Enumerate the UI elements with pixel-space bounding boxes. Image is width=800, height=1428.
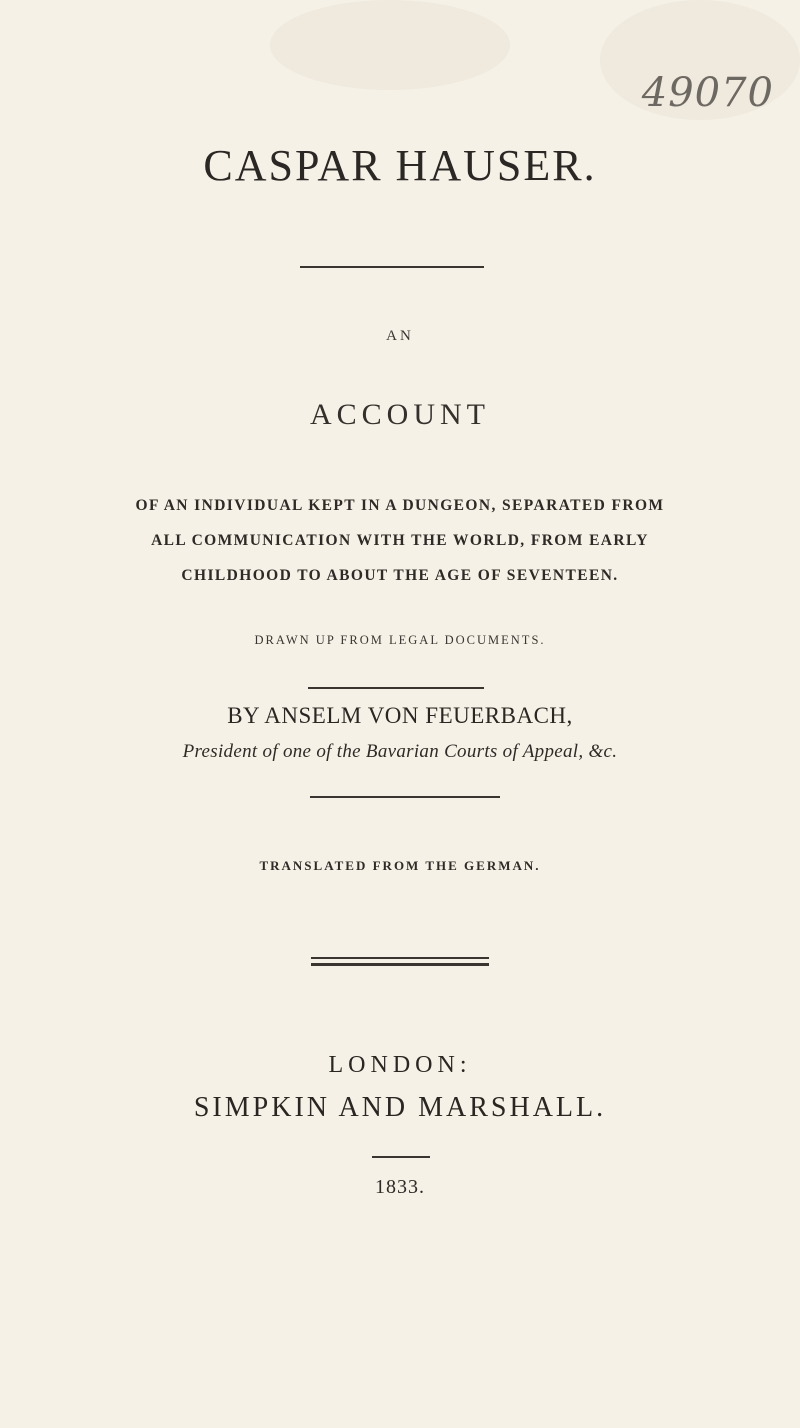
- paper-stain: [270, 0, 510, 90]
- double-rule-top: [311, 957, 489, 959]
- subtitle-line: CHILDHOOD TO ABOUT THE AGE OF SEVENTEEN.: [181, 567, 619, 584]
- author-rule: [308, 687, 484, 689]
- subtitle-line: OF AN INDIVIDUAL KEPT IN A DUNGEON, SEPARATED FROM: [135, 497, 665, 514]
- title-rule: [300, 266, 484, 268]
- double-rule-bottom: [311, 963, 489, 966]
- drawn-up-note: DRAWN UP FROM LEGAL DOCUMENTS.: [254, 633, 546, 647]
- book-title: CASPAR HAUSER.: [203, 141, 597, 190]
- an-label: AN: [386, 328, 414, 344]
- author-name: BY ANSELM VON FEUERBACH,: [227, 703, 573, 728]
- account-heading: ACCOUNT: [309, 398, 490, 431]
- imprint-city: LONDON:: [328, 1052, 472, 1078]
- shelfmark: 49070: [641, 70, 774, 116]
- translation-note: TRANSLATED FROM THE GERMAN.: [259, 858, 541, 873]
- author-office: President of one of the Bavarian Courts of Appeal, &c.: [182, 741, 618, 762]
- subtitle-line: ALL COMMUNICATION WITH THE WORLD, FROM EARLY: [151, 532, 649, 549]
- imprint-publisher: SIMPKIN AND MARSHALL.: [193, 1092, 607, 1123]
- imprint-year: 1833.: [375, 1176, 425, 1198]
- imprint-rule: [372, 1156, 430, 1158]
- subtitle: [0, 488, 800, 593]
- office-rule: [310, 796, 500, 798]
